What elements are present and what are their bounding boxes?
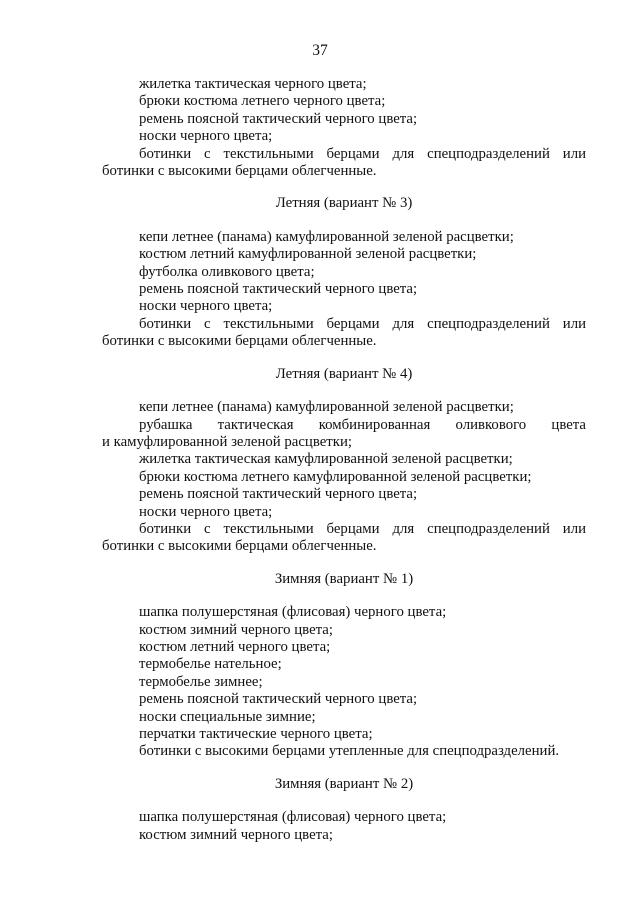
list-item-continuation: ботинки с высокими берцами облегченные. (102, 163, 377, 180)
list-item: ремень поясной тактический черного цвета; (139, 486, 418, 503)
list-item: кепи летнее (панама) камуфлированной зеленой расцветки; (139, 399, 514, 416)
list-item-multiline: ботинки с текстильными берцами для спецподразделений или (139, 315, 586, 332)
list-item-multiline: ботинки с текстильными берцами для спецподразделений или (139, 520, 586, 537)
list-item: костюм зимний черного цвета; (139, 826, 333, 843)
section-summer-variant-4 (102, 366, 586, 556)
section-winter-variant-1 (102, 571, 586, 761)
list-item: футболка оливкового цвета; (139, 263, 315, 280)
list-item: носки черного цвета; (139, 298, 273, 315)
list-item: носки черного цвета; (139, 503, 273, 520)
list-item: костюм летний черного цвета; (139, 638, 331, 655)
list-item: носки специальные зимние; (139, 708, 316, 725)
list-item-multiline: рубашка тактическая комбинированная оливкового цвета (139, 416, 586, 433)
list-item: брюки костюма летнего черного цвета; (139, 93, 386, 110)
list-item: ремень поясной тактический черного цвета; (139, 281, 418, 298)
list-item: костюм летний камуфлированной зеленой расцветки; (139, 246, 477, 263)
section-heading: Зимняя (вариант № 2) (274, 775, 414, 792)
list-item: термобелье зимнее; (139, 673, 263, 690)
list-item: кепи летнее (панама) камуфлированной зеленой расцветки; (139, 228, 514, 245)
list-item: костюм зимний черного цвета; (139, 621, 333, 638)
list-item-multiline: ботинки с текстильными берцами для спецподразделений или (139, 145, 586, 162)
page-number: 37 (312, 42, 328, 59)
section-heading: Летняя (вариант № 3) (275, 195, 413, 212)
section-summer-variant-3 (102, 195, 586, 350)
list-item: носки черного цвета; (139, 128, 273, 145)
document-body (102, 76, 586, 844)
list-item: ботинки с высокими берцами утепленные для спецподразделений. (139, 743, 560, 760)
list-item: шапка полушерстяная (флисовая) черного цвета; (139, 604, 447, 621)
section-continued-list (102, 76, 586, 180)
section-heading: Зимняя (вариант № 1) (274, 570, 414, 587)
list-item-continuation: ботинки с высокими берцами облегченные. (102, 538, 377, 555)
list-item: термобелье нательное; (139, 656, 282, 673)
list-item: ремень поясной тактический черного цвета; (139, 110, 418, 127)
list-item: брюки костюма летнего камуфлированной зеленой расцветки; (139, 468, 532, 485)
list-item: ремень поясной тактический черного цвета; (139, 691, 418, 708)
list-item: жилетка тактическая камуфлированной зеленой расцветки; (139, 451, 513, 468)
list-item: шапка полушерстяная (флисовая) черного цвета; (139, 809, 447, 826)
list-item: жилетка тактическая черного цвета; (139, 76, 367, 92)
section-heading: Летняя (вариант № 4) (275, 365, 413, 382)
list-item-continuation: ботинки с высокими берцами облегченные. (102, 333, 377, 350)
section-winter-variant-2 (102, 776, 586, 844)
list-item-continuation: и камуфлированной зеленой расцветки; (102, 433, 352, 450)
list-item: перчатки тактические черного цвета; (139, 726, 373, 742)
